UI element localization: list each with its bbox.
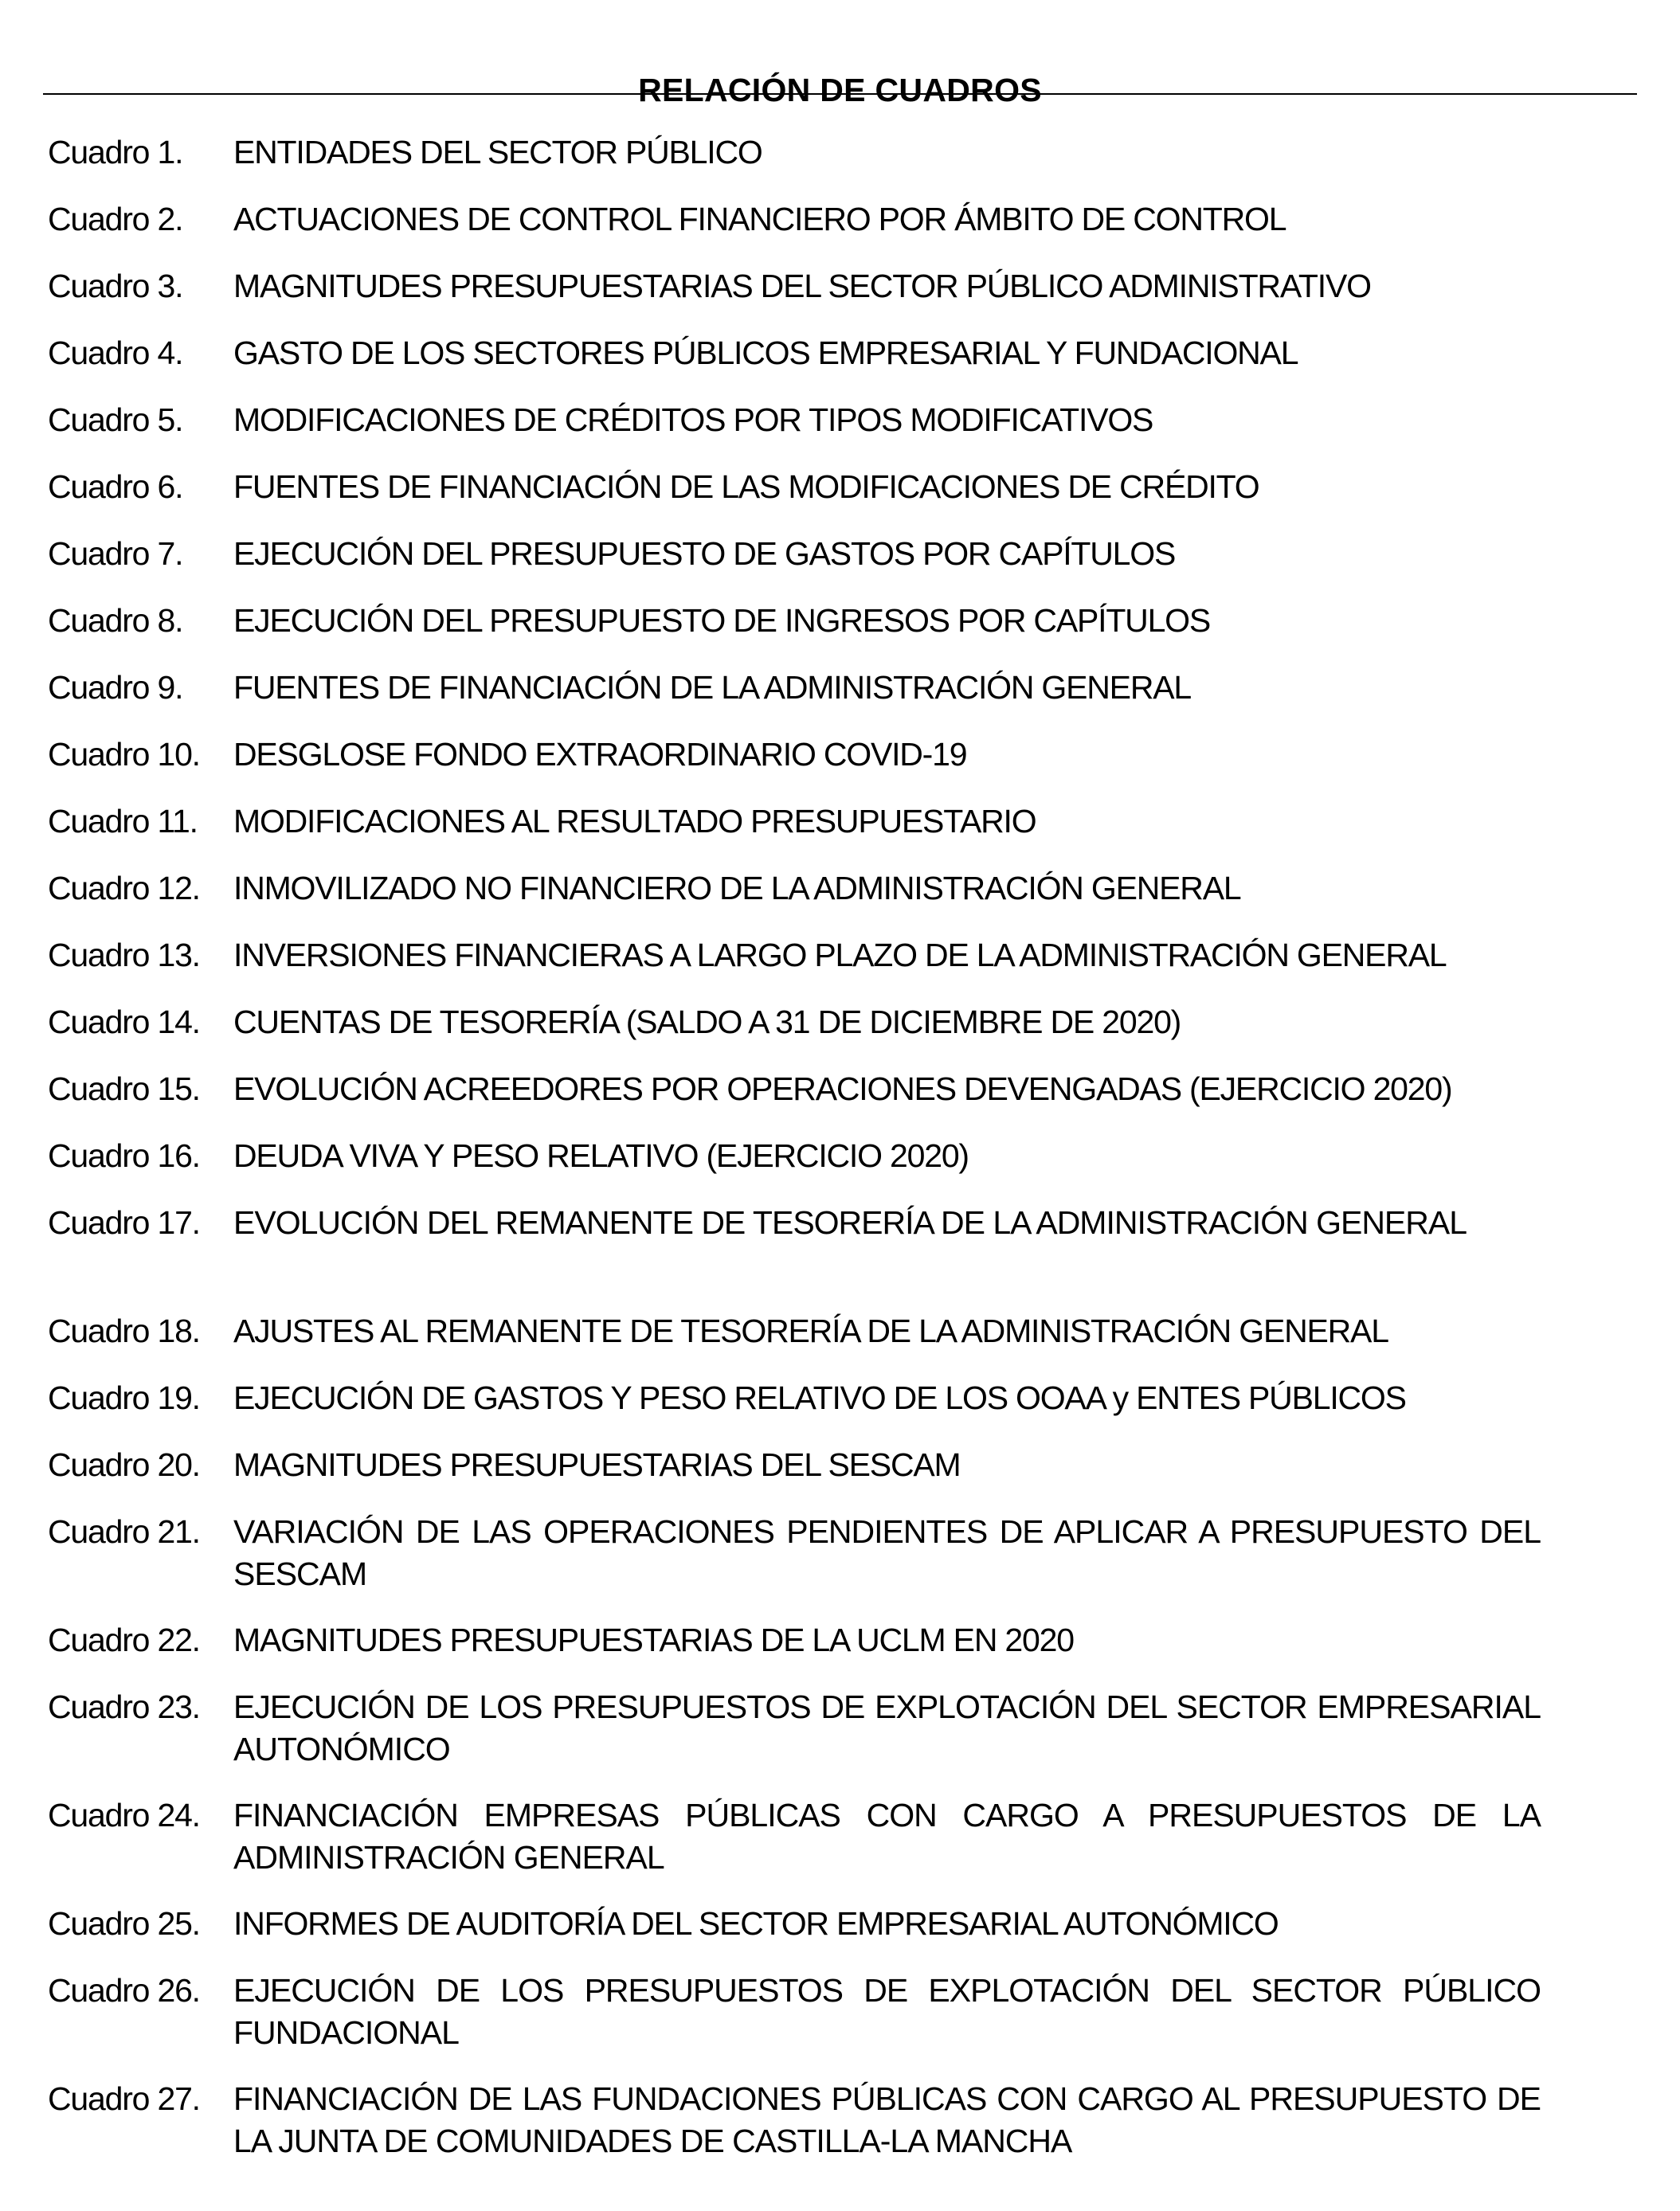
title-divider <box>43 93 1637 95</box>
cuadro-label: Cuadro 19. <box>48 1379 200 1416</box>
cuadro-label: Cuadro 3. <box>48 268 183 304</box>
cuadro-label: Cuadro 13. <box>48 937 200 973</box>
cuadro-title: EJECUCIÓN DE LOS PRESUPUESTOS DE EXPLOTACIÓN DEL SECTOR PÚBLICO FUNDACIONAL <box>233 1972 1541 2051</box>
cuadro-title: INMOVILIZADO NO FINANCIERO DE LA ADMINISTRACIÓN GENERAL <box>233 870 1241 906</box>
cuadro-label: Cuadro 18. <box>48 1313 200 1349</box>
cuadro-label: Cuadro 23. <box>48 1689 200 1725</box>
cuadro-title: INVERSIONES FINANCIERAS A LARGO PLAZO DE LA ADMINISTRACIÓN GENERAL <box>233 937 1447 973</box>
cuadro-title: MAGNITUDES PRESUPUESTARIAS DE LA UCLM EN 2020 <box>233 1622 1074 1658</box>
cuadro-label: Cuadro 9. <box>48 669 183 706</box>
cuadro-title: EJECUCIÓN DEL PRESUPUESTO DE GASTOS POR CAPÍTULOS <box>233 535 1176 572</box>
page-title: RELACIÓN DE CUADROS <box>638 72 1042 109</box>
cuadro-label: Cuadro 27. <box>48 2080 200 2117</box>
cuadro-label: Cuadro 17. <box>48 1204 200 1241</box>
cuadro-label: Cuadro 25. <box>48 1905 200 1942</box>
cuadro-label: Cuadro 10. <box>48 736 200 773</box>
cuadro-title: INFORMES DE AUDITORÍA DEL SECTOR EMPRESARIAL AUTONÓMICO <box>233 1905 1279 1942</box>
cuadro-label: Cuadro 4. <box>48 335 183 371</box>
cuadro-title: MODIFICACIONES AL RESULTADO PRESUPUESTARIO <box>233 803 1036 839</box>
cuadro-title: DEUDA VIVA Y PESO RELATIVO (EJERCICIO 2020) <box>233 1137 969 1174</box>
cuadro-label: Cuadro 11. <box>48 803 198 839</box>
cuadro-title: ENTIDADES DEL SECTOR PÚBLICO <box>233 134 762 170</box>
cuadro-title: DESGLOSE FONDO EXTRAORDINARIO COVID-19 <box>233 736 967 773</box>
cuadro-title: CUENTAS DE TESORERÍA (SALDO A 31 DE DICIEMBRE DE 2020) <box>233 1004 1181 1040</box>
cuadro-label: Cuadro 26. <box>48 1972 200 2009</box>
cuadro-title: EVOLUCIÓN ACREEDORES POR OPERACIONES DEVENGADAS (EJERCICIO 2020) <box>233 1070 1452 1107</box>
cuadro-label: Cuadro 2. <box>48 201 183 237</box>
cuadro-title: EJECUCIÓN DEL PRESUPUESTO DE INGRESOS POR CAPÍTULOS <box>233 602 1211 639</box>
cuadro-title: FINANCIACIÓN DE LAS FUNDACIONES PÚBLICAS CON CARGO AL PRESUPUESTO DE LA JUNTA DE COMUNIDADES DE CASTILLA-LA MANCHA <box>233 2080 1541 2159</box>
cuadro-label: Cuadro 6. <box>48 468 183 505</box>
cuadro-label: Cuadro 22. <box>48 1622 200 1658</box>
cuadro-title: AJUSTES AL REMANENTE DE TESORERÍA DE LA ADMINISTRACIÓN GENERAL <box>233 1313 1388 1349</box>
cuadro-title: FUENTES DE FINANCIACIÓN DE LA ADMINISTRACIÓN GENERAL <box>233 669 1191 706</box>
cuadro-label: Cuadro 5. <box>48 401 183 438</box>
cuadro-title: VARIACIÓN DE LAS OPERACIONES PENDIENTES DE APLICAR A PRESUPUESTO DEL SESCAM <box>233 1513 1541 1592</box>
cuadro-title: MAGNITUDES PRESUPUESTARIAS DEL SESCAM <box>233 1446 961 1483</box>
cuadro-label: Cuadro 16. <box>48 1137 200 1174</box>
cuadro-label: Cuadro 21. <box>48 1513 200 1550</box>
cuadro-title: MODIFICACIONES DE CRÉDITOS POR TIPOS MODIFICATIVOS <box>233 401 1153 438</box>
cuadro-title: FINANCIACIÓN EMPRESAS PÚBLICAS CON CARGO A PRESUPUESTOS DE LA ADMINISTRACIÓN GENERAL <box>233 1797 1541 1876</box>
cuadro-title: FUENTES DE FINANCIACIÓN DE LAS MODIFICACIONES DE CRÉDITO <box>233 468 1259 505</box>
cuadro-title: EJECUCIÓN DE LOS PRESUPUESTOS DE EXPLOTACIÓN DEL SECTOR EMPRESARIAL AUTONÓMICO <box>233 1689 1541 1767</box>
cuadro-label: Cuadro 1. <box>48 134 183 170</box>
cuadro-title: EJECUCIÓN DE GASTOS Y PESO RELATIVO DE LOS OOAA y ENTES PÚBLICOS <box>233 1379 1406 1416</box>
cuadro-title: ACTUACIONES DE CONTROL FINANCIERO POR ÁMBITO DE CONTROL <box>233 201 1286 237</box>
cuadro-title: MAGNITUDES PRESUPUESTARIAS DEL SECTOR PÚBLICO ADMINISTRATIVO <box>233 268 1371 304</box>
cuadro-title: EVOLUCIÓN DEL REMANENTE DE TESORERÍA DE LA ADMINISTRACIÓN GENERAL <box>233 1204 1467 1241</box>
cuadro-label: Cuadro 12. <box>48 870 200 906</box>
cuadro-label: Cuadro 8. <box>48 602 183 639</box>
cuadro-label: Cuadro 14. <box>48 1004 200 1040</box>
cuadro-title: GASTO DE LOS SECTORES PÚBLICOS EMPRESARIAL Y FUNDACIONAL <box>233 335 1298 371</box>
cuadro-label: Cuadro 20. <box>48 1446 200 1483</box>
cuadro-label: Cuadro 15. <box>48 1070 200 1107</box>
cuadro-label: Cuadro 24. <box>48 1797 200 1833</box>
cuadro-label: Cuadro 7. <box>48 535 183 572</box>
